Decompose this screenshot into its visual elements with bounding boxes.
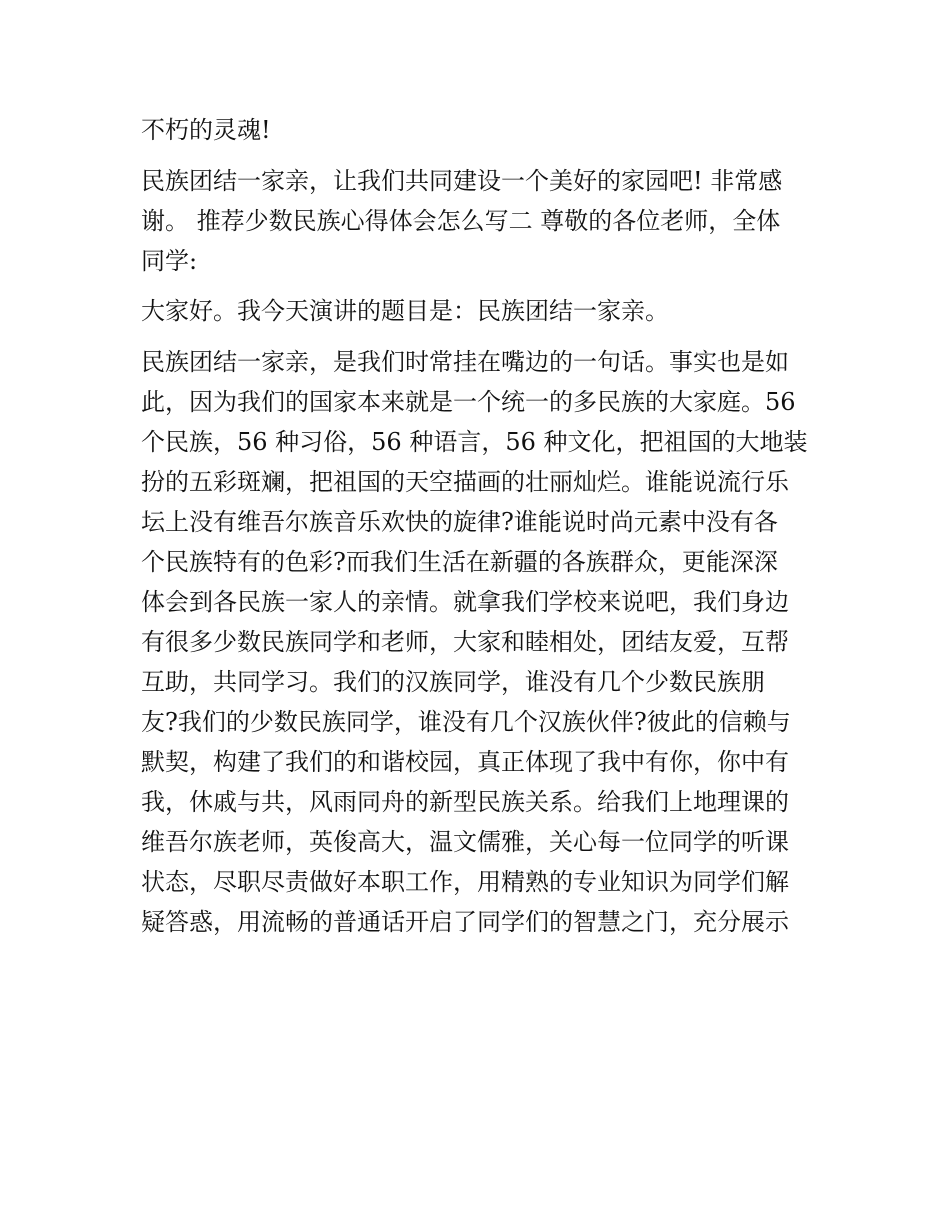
document-body xyxy=(141,110,821,942)
text-line: 大家好。我今天演讲的题目是：民族团结一家亲。 xyxy=(141,297,669,325)
text-line: 默契，构建了我们的和谐校园，真正体现了我中有你，你中有 xyxy=(141,747,789,776)
text-line: 扮的五彩斑斓，把祖国的天空描画的壮丽灿烂。谁能说流行乐 xyxy=(141,467,789,496)
text-line: 坛上没有维吾尔族音乐欢快的旋律?谁能说时尚元素中没有各 xyxy=(141,507,778,536)
text-line: 谢。 推荐少数民族心得体会怎么写二 尊敬的各位老师，全体 xyxy=(141,206,781,235)
text-line: 此，因为我们的国家本来就是一个统一的多民族的大家庭。56 xyxy=(141,387,796,416)
text-line: 同学: xyxy=(141,246,198,275)
text-line: 民族团结一家亲，让我们共同建设一个美好的家园吧! 非常感 xyxy=(141,166,783,195)
text-line: 维吾尔族老师，英俊高大，温文儒雅，关心每一位同学的听课 xyxy=(141,827,789,856)
text-line: 不朽的灵魂! xyxy=(141,116,271,144)
text-line: 民族团结一家亲，是我们时常挂在嘴边的一句话。事实也是如 xyxy=(141,347,789,376)
text-line: 我，休戚与共，风雨同舟的新型民族关系。给我们上地理课的 xyxy=(141,787,789,816)
text-line: 个民族，56 种习俗，56 种语言，56 种文化，把祖国的大地装 xyxy=(141,427,808,456)
text-line: 有很多少数民族同学和老师，大家和睦相处，团结友爱，互帮 xyxy=(141,627,789,656)
text-line: 互助，共同学习。我们的汉族同学，谁没有几个少数民族朋 xyxy=(141,667,765,696)
text-line: 疑答惑，用流畅的普通话开启了同学们的智慧之门，充分展示 xyxy=(141,907,789,936)
text-line: 状态，尽职尽责做好本职工作，用精熟的专业知识为同学们解 xyxy=(141,867,789,896)
text-line: 体会到各民族一家人的亲情。就拿我们学校来说吧，我们身边 xyxy=(141,587,789,616)
text-line: 个民族特有的色彩?而我们生活在新疆的各族群众，更能深深 xyxy=(141,547,778,576)
text-line: 友?我们的少数民族同学，谁没有几个汉族伙伴?彼此的信赖与 xyxy=(141,707,791,736)
